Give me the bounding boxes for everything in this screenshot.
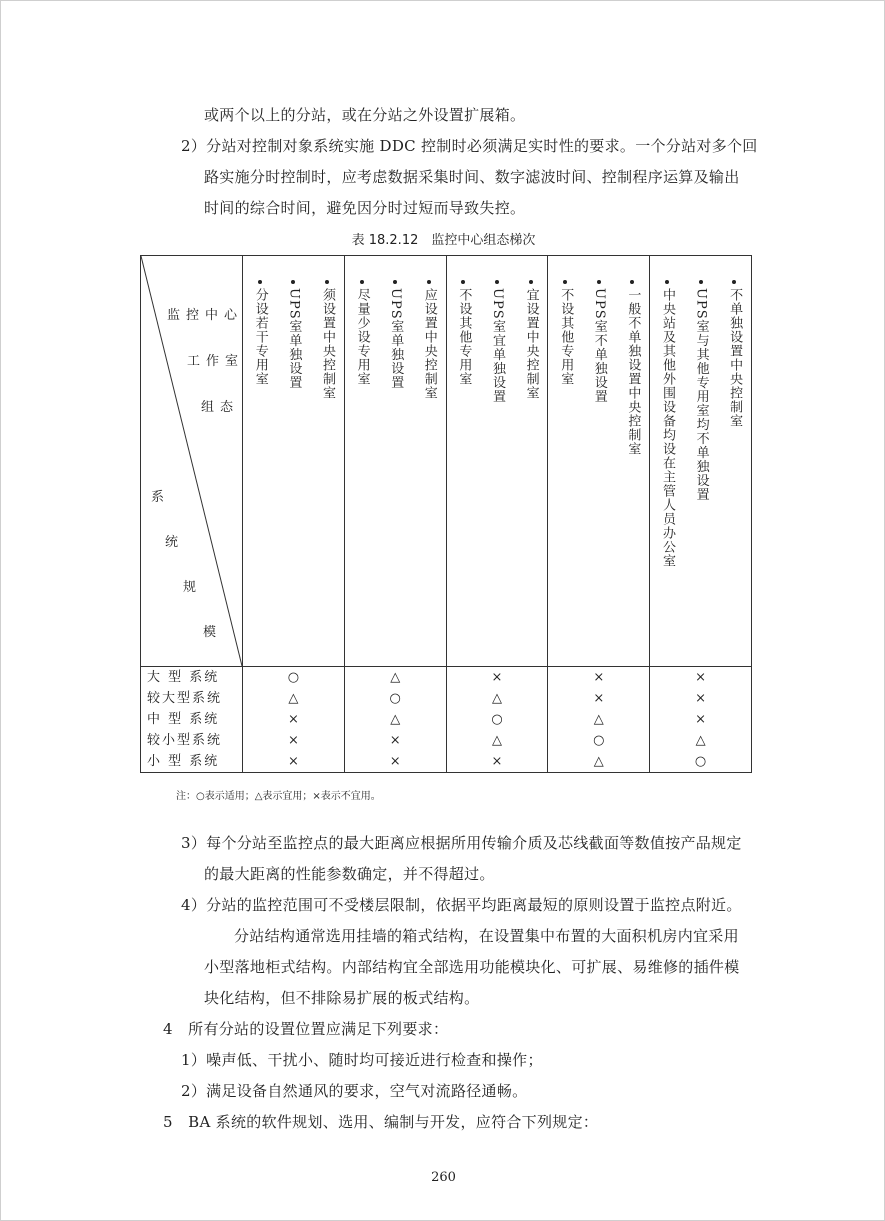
symbol-cell: × <box>389 733 401 748</box>
symbol-cell: △ <box>593 754 604 769</box>
column-item: UPS室与其他专用室均不单独设置 <box>694 280 708 568</box>
symbol-cell: ○ <box>491 712 503 727</box>
paragraph-line: 1）噪声低、干扰小、随时均可接近进行检查和操作； <box>181 1051 543 1069</box>
corner-label: 监控中心 <box>167 308 244 323</box>
column-item: 不单独设置中央控制室 <box>727 280 741 568</box>
table-note: 注：○表示适用；△表示宜用；×表示不宜用。 <box>176 791 381 802</box>
column-header <box>344 256 446 667</box>
paragraph-line: 小型落地柜式结构。内部结构宜全部选用功能模块化、可扩展、易维修的插件模 <box>204 958 740 976</box>
symbol-cell: ○ <box>694 754 707 769</box>
symbol-cell: × <box>287 733 299 748</box>
paragraph-line: 时间的综合时间，避免因分时过短而导致失控。 <box>204 199 526 217</box>
column-item: 一般不单独设置中央控制室 <box>625 280 639 456</box>
symbol-cell: × <box>491 670 503 685</box>
corner-label: 系 <box>151 490 171 505</box>
symbol-column <box>243 667 345 773</box>
paragraph-line: 4）分站的监控范围可不受楼层限制，依据平均距离最短的原则设置于监控点附近。 <box>181 896 742 914</box>
symbol-column <box>446 667 548 773</box>
column-item: UPS室宜单独设置 <box>490 280 504 404</box>
symbol-cell: △ <box>695 733 706 748</box>
column-item: 应设置中央控制室 <box>422 280 436 400</box>
symbol-column <box>650 667 752 773</box>
symbol-cell: △ <box>491 733 502 748</box>
column-item: 不设其他专用室 <box>456 280 470 404</box>
symbol-cell: × <box>389 754 401 769</box>
symbol-cell: △ <box>390 712 401 727</box>
section-heading: 5 BA 系统的软件规划、选用、编制与开发，应符合下列规定： <box>163 1113 599 1131</box>
paragraph-line: 的最大距离的性能参数确定，并不得超过。 <box>204 865 495 883</box>
corner-label: 统 <box>165 535 185 550</box>
symbol-cell: × <box>491 754 503 769</box>
symbol-cell: × <box>287 754 299 769</box>
column-item: UPS室单独设置 <box>388 280 402 400</box>
configuration-table <box>140 255 752 773</box>
column-item: UPS室单独设置 <box>286 280 300 400</box>
symbol-column <box>344 667 446 773</box>
column-header <box>243 256 345 667</box>
row-label: 较小型系统 <box>147 733 223 748</box>
column-item: 须设置中央控制室 <box>320 280 334 400</box>
symbol-cell: × <box>695 670 707 685</box>
section-heading: 4 所有分站的设置位置应满足下列要求： <box>163 1020 449 1038</box>
symbol-cell: △ <box>491 691 502 706</box>
table-body-row <box>141 667 752 773</box>
corner-label: 规 <box>183 580 203 595</box>
paragraph-line: 分站结构通常选用挂墙的箱式结构，在设置集中布置的大面积机房内宜采用 <box>234 927 739 945</box>
paragraph-line: 2）分站对控制对象系统实施 DDC 控制时必须满足实时性的要求。一个分站对多个回 <box>181 137 758 155</box>
row-label: 小 型 系统 <box>147 754 220 769</box>
column-item: 不设其他专用室 <box>558 280 572 456</box>
column-item: 分设若干专用室 <box>253 280 267 400</box>
symbol-cell: × <box>695 691 707 706</box>
symbol-cell: × <box>593 670 605 685</box>
table-header-row <box>141 256 752 667</box>
paragraph-line: 路实施分时控制时，应考虑数据采集时间、数字滤波时间、控制程序运算及输出 <box>204 168 740 186</box>
row-label: 中 型 系统 <box>147 712 220 727</box>
corner-label: 工作室 <box>187 354 245 369</box>
symbol-cell: ○ <box>389 691 401 706</box>
symbol-cell: △ <box>288 691 299 706</box>
symbol-cell: △ <box>390 670 401 685</box>
symbol-cell: × <box>287 712 299 727</box>
symbol-cell: × <box>593 691 605 706</box>
page-number: 260 <box>431 1170 456 1185</box>
symbol-cell: × <box>695 712 707 727</box>
table-caption: 表 18.2.12 监控中心组态梯次 <box>351 233 536 248</box>
corner-header-cell <box>141 256 243 667</box>
symbol-cell: △ <box>593 712 604 727</box>
row-label: 大 型 系统 <box>147 670 220 685</box>
paragraph-line: 2）满足设备自然通风的要求，空气对流路径通畅。 <box>181 1082 528 1100</box>
column-header <box>446 256 548 667</box>
symbol-cell: ○ <box>287 670 300 685</box>
row-labels-cell <box>141 667 243 773</box>
column-item: 宜设置中央控制室 <box>524 280 538 404</box>
column-header <box>650 256 752 667</box>
corner-label: 模 <box>203 625 223 640</box>
column-item: 尽量少设专用室 <box>355 280 369 400</box>
symbol-column <box>548 667 650 773</box>
paragraph-line: 块化结构，但不排除易扩展的板式结构。 <box>204 989 480 1007</box>
column-header <box>548 256 650 667</box>
row-label: 较大型系统 <box>147 691 223 706</box>
corner-label: 组态 <box>201 400 240 415</box>
symbol-cell: ○ <box>593 733 605 748</box>
column-item: 中央站及其他外围设备均设在主管人员办公室 <box>660 280 674 568</box>
paragraph-line: 或两个以上的分站，或在分站之外设置扩展箱。 <box>204 106 526 124</box>
paragraph-line: 3）每个分站至监控点的最大距离应根据所用传输介质及芯线截面等数值按产品规定 <box>181 834 742 852</box>
column-item: UPS室不单独设置 <box>592 280 606 456</box>
